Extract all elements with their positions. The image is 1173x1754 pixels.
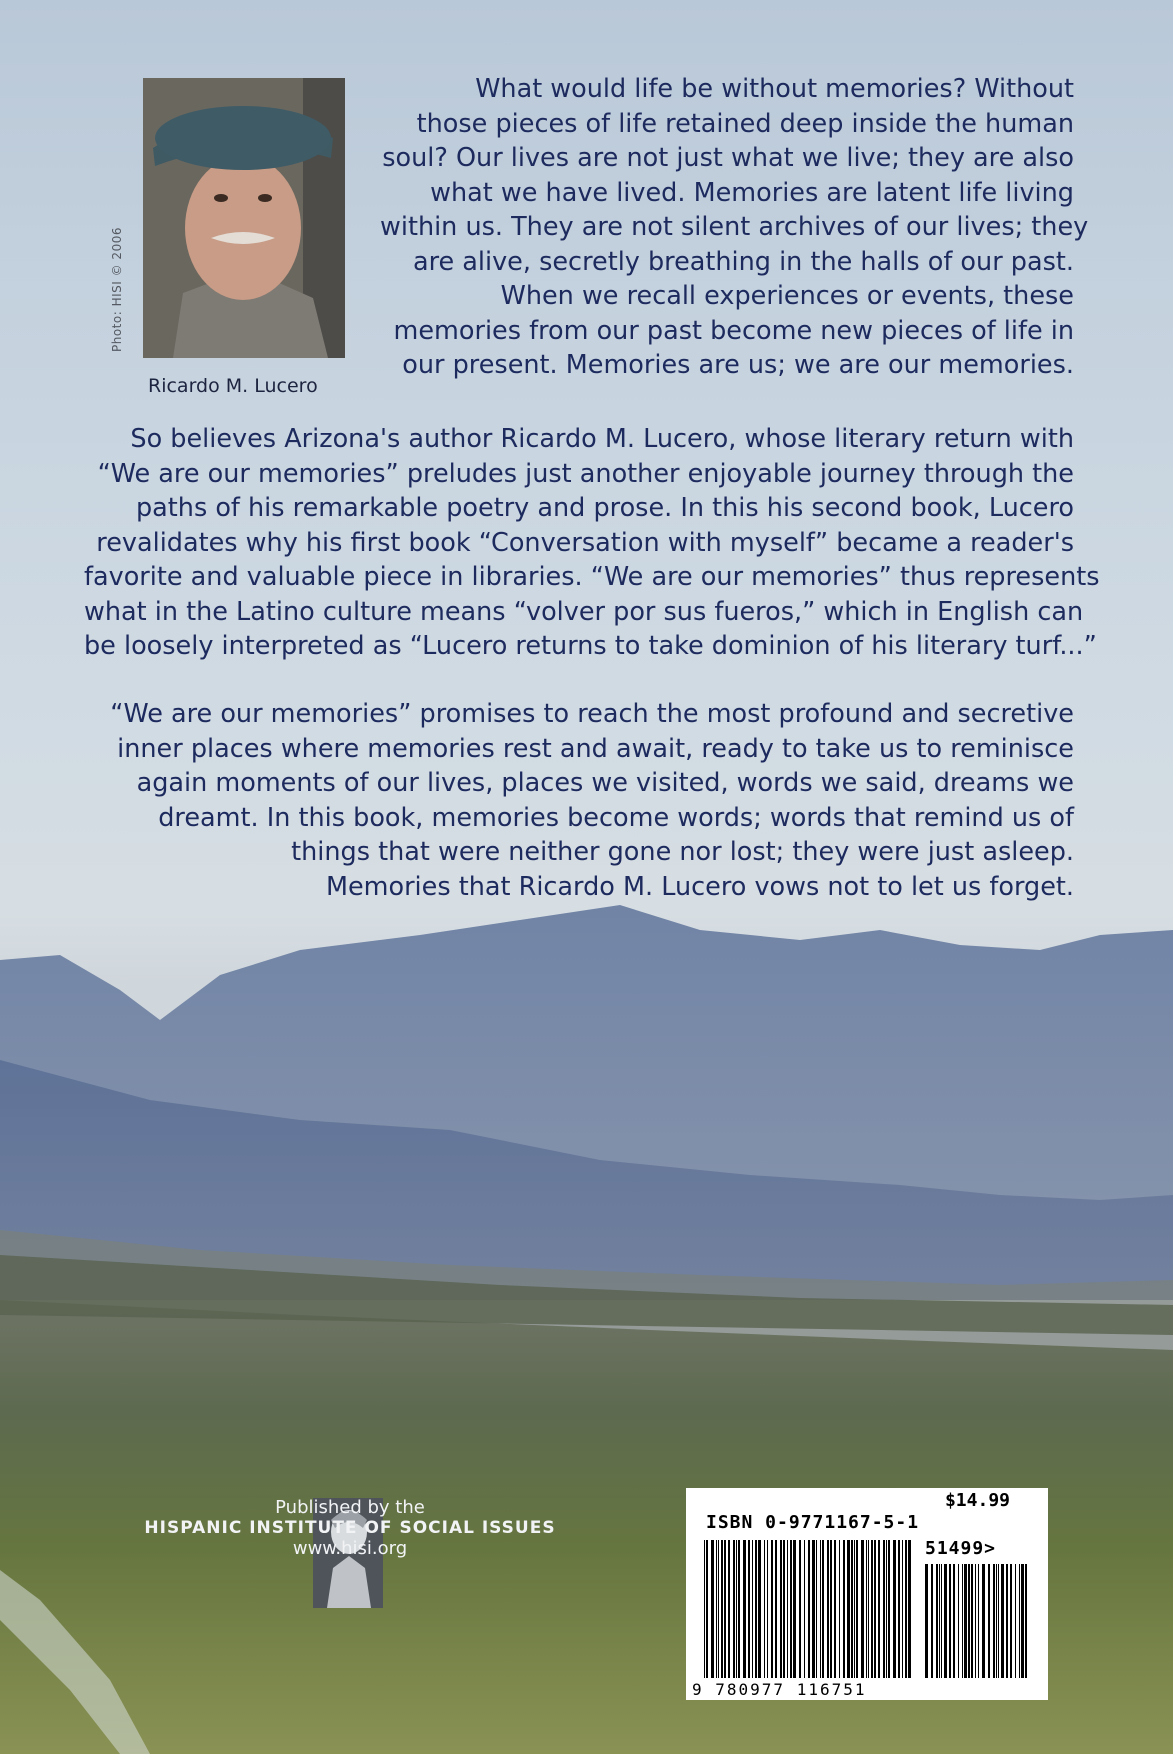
- barcode-bar: [724, 1540, 726, 1678]
- barcode-bar: [898, 1540, 900, 1678]
- barcode-bar: [886, 1540, 887, 1678]
- barcode-bar: [787, 1540, 788, 1678]
- barcode-bar: [1010, 1564, 1012, 1678]
- barcode-bar: [764, 1540, 765, 1678]
- barcode-bar: [799, 1540, 801, 1678]
- barcode-bar: [716, 1540, 717, 1678]
- barcode-bar: [783, 1540, 785, 1678]
- text-line: dreamt. In this book, memories become words; words that remind us of: [158, 802, 1074, 833]
- barcode-bar: [874, 1540, 876, 1678]
- barcode-bar: [738, 1540, 740, 1678]
- barcode-bar: [718, 1540, 719, 1678]
- text-line: within us. They are not silent archives of our lives; they: [380, 212, 1089, 242]
- text-line: what we have lived. Memories are latent life living: [430, 177, 1074, 208]
- barcode-bar: [931, 1564, 933, 1678]
- barcode-bar: [775, 1540, 777, 1678]
- barcode-bar: [871, 1540, 873, 1678]
- publisher-url: www.hisi.org: [292, 1538, 408, 1559]
- barcode-bar: [771, 1540, 773, 1678]
- barcode-bar: [1019, 1564, 1020, 1678]
- text-line: Memories that Ricardo M. Lucero vows not to let us forget.: [325, 871, 1074, 902]
- author-name-caption: Ricardo M. Lucero: [148, 375, 318, 397]
- published-by-label: Published by the: [275, 1497, 425, 1518]
- publisher-name: HISPANIC INSTITUTE OF SOCIAL ISSUES: [144, 1518, 556, 1538]
- text-line: be loosely interpreted as “Lucero returns to take dominion of his literary turf...”: [84, 631, 1097, 661]
- author-portrait-illustration: [143, 78, 345, 358]
- barcode-bar: [998, 1564, 999, 1678]
- barcode-bar: [758, 1540, 761, 1678]
- barcode-bar: [843, 1540, 845, 1678]
- publisher-block: [130, 1497, 570, 1559]
- price-label: $14.99: [944, 1490, 1010, 1511]
- barcode-bar: [902, 1540, 903, 1678]
- barcode-bar: [988, 1564, 990, 1678]
- price-supplement-code: 51499>: [925, 1538, 997, 1559]
- barcode-bar: [767, 1540, 768, 1678]
- barcode-bar: [839, 1540, 840, 1678]
- text-line: memories from our past become new pieces of life in: [393, 315, 1074, 346]
- barcode-bar: [868, 1540, 869, 1678]
- barcode-bar: [854, 1540, 855, 1678]
- third-paragraph: [110, 697, 1074, 904]
- barcode-bar: [793, 1540, 796, 1678]
- text-line: When we recall experiences or events, these: [500, 281, 1074, 311]
- ean-number: 9 780977 116751: [692, 1680, 867, 1699]
- barcode-bar: [925, 1564, 928, 1678]
- barcode-bar: [704, 1540, 705, 1678]
- barcode-bar: [888, 1540, 890, 1678]
- barcode-bar: [816, 1540, 817, 1678]
- barcode-bar: [1025, 1564, 1027, 1678]
- barcode-bar: [834, 1540, 836, 1678]
- barcode-bar: [893, 1540, 896, 1678]
- barcode-bar: [820, 1540, 821, 1678]
- barcode-bar: [748, 1540, 750, 1678]
- barcode-bar: [982, 1564, 985, 1678]
- barcode-bar: [996, 1564, 997, 1678]
- barcode-bar: [962, 1564, 963, 1678]
- text-line: soul? Our lives are not just what we live; they are also: [382, 143, 1074, 173]
- barcode-bar: [968, 1564, 970, 1678]
- text-line: “We are our memories” preludes just another enjoyable journey through the: [97, 458, 1074, 489]
- barcode-bar: [711, 1540, 714, 1678]
- barcode-bar: [953, 1564, 955, 1678]
- photo-credit: Photo: HISI © 2006: [110, 227, 124, 352]
- text-line: favorite and valuable piece in libraries. “We are our memories” thus represents: [84, 562, 1100, 592]
- barcode-bar: [993, 1564, 995, 1678]
- isbn-number: ISBN 0-9771167-5-1: [706, 1512, 920, 1533]
- barcode-bar: [827, 1540, 829, 1678]
- author-photo: [143, 78, 345, 358]
- intro-paragraph: [380, 72, 1089, 383]
- barcode-bar: [733, 1540, 735, 1678]
- barcode-bar: [878, 1540, 880, 1678]
- barcode-bar: [804, 1540, 805, 1678]
- barcode-bar: [1021, 1564, 1024, 1678]
- text-line: So believes Arizona's author Ricardo M. Lucero, whose literary return with: [130, 424, 1074, 454]
- barcode-bar: [755, 1540, 757, 1678]
- text-line: paths of his remarkable poetry and prose. In this his second book, Lucero: [135, 493, 1074, 523]
- barcode-bar: [975, 1564, 976, 1678]
- barcode-bar: [883, 1540, 885, 1678]
- barcode-bar: [964, 1564, 967, 1678]
- barcode-bar: [939, 1564, 940, 1678]
- barcode-bar: [856, 1540, 858, 1678]
- text-line: are alive, secretly breathing in the halls of our past.: [412, 246, 1074, 277]
- text-line: inner places where memories rest and await, ready to take us to reminisce: [117, 733, 1074, 764]
- barcode-bar: [861, 1540, 864, 1678]
- isbn-barcode-block: [686, 1488, 1048, 1700]
- text-line: revalidates why his first book “Conversation with myself” became a reader's: [96, 527, 1074, 558]
- text-line: things that were neither gone nor lost; they were just asleep.: [291, 837, 1074, 867]
- text-line: again moments of our lives, places we visited, words we said, dreams we: [136, 768, 1074, 798]
- barcode-bar: [812, 1540, 815, 1678]
- barcode-bar: [936, 1564, 938, 1678]
- barcode-bar: [808, 1540, 810, 1678]
- supplement-barcode-bars: [925, 1564, 1030, 1678]
- barcode-bar: [743, 1540, 746, 1678]
- barcode-bar: [752, 1540, 753, 1678]
- text-line: “We are our memories” promises to reach the most profound and secretive: [110, 699, 1074, 729]
- text-line: What would life be without memories? Without: [475, 74, 1074, 104]
- text-line: what in the Latino culture means “volver por sus fueros,” which in English can: [84, 596, 1084, 627]
- barcode-bar: [721, 1540, 723, 1678]
- barcode-bar: [971, 1564, 973, 1678]
- barcode-bar: [978, 1564, 979, 1678]
- barcode-bar: [790, 1540, 792, 1678]
- barcode-bar: [728, 1540, 730, 1678]
- barcode-bar: [944, 1564, 947, 1678]
- barcode-bar: [847, 1540, 850, 1678]
- barcode-bar: [851, 1540, 853, 1678]
- text-line: our present. Memories are us; we are our memories.: [402, 350, 1074, 380]
- barcode-bar: [958, 1564, 959, 1678]
- second-paragraph: [84, 422, 1100, 664]
- barcode-bar: [905, 1540, 907, 1678]
- barcode-bar: [941, 1564, 942, 1678]
- barcode-bar: [1001, 1564, 1004, 1678]
- barcode-bar: [1006, 1564, 1008, 1678]
- barcode-bar: [830, 1540, 832, 1678]
- barcode-bar: [949, 1564, 951, 1678]
- barcode-bar: [866, 1540, 867, 1678]
- barcode-bar: [780, 1540, 782, 1678]
- barcode-bar: [706, 1540, 708, 1678]
- barcode-bar: [822, 1540, 824, 1678]
- barcode-bar: [736, 1540, 737, 1678]
- barcode-bar: [1015, 1564, 1016, 1678]
- text-line: those pieces of life retained deep inside the human: [416, 108, 1074, 139]
- barcode-bar: [908, 1540, 911, 1678]
- ean-barcode-bars: [704, 1540, 914, 1678]
